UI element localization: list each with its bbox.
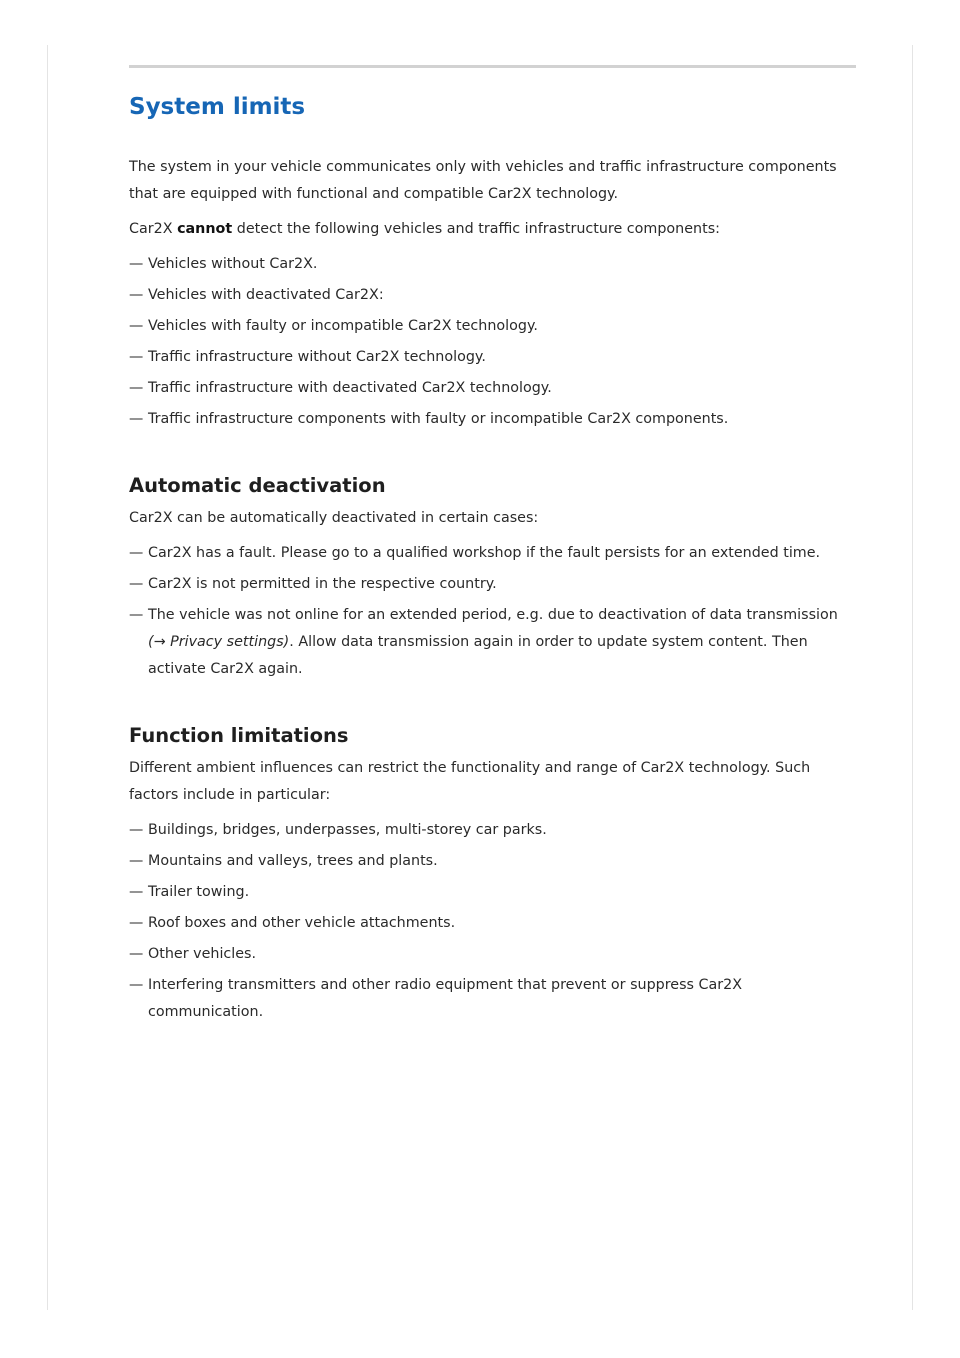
header-rule [129,65,856,68]
list-item: — Vehicles with faulty or incompatible Car2X technology. [129,318,538,334]
section-title-system-limits: System limits [129,94,306,120]
system-limits-list [129,251,859,433]
list-item: — Car2X has a fault. Please go to a qualified workshop if the fault persists for an extended time. [129,545,821,561]
list-item: — Traffic infrastructure components with faulty or incompatible Car2X components. [129,411,729,427]
list-item: — The vehicle was not online for an extended period, e.g. due to deactivation of data transmission (→ Privacy settings). Allow data transmission again in order to update system content. Then activate Car2X again. [129,607,838,677]
right-margin-line [912,45,913,1310]
left-margin-line [47,45,48,1310]
list-item: — Vehicles without Car2X. [129,256,318,272]
list-item: — Mountains and valleys, trees and plants. [129,853,438,869]
function-limitations-list [129,817,859,1026]
list-item: — Trailer towing. [129,884,250,900]
list-item: — Vehicles with deactivated Car2X: [129,287,384,303]
cannot-detect-sentence: Car2X cannot detect the following vehicles and traffic infrastructure components: [129,221,720,237]
section-title-automatic-deactivation: Automatic deactivation [129,474,386,497]
document-content [129,92,859,1030]
function-limitations-intro: Different ambient influences can restrict the functionality and range of Car2X technology. Such factors include in particular: [129,760,811,803]
automatic-deactivation-intro: Car2X can be automatically deactivated in certain cases: [129,510,539,526]
cannot-emphasis: cannot [177,221,233,237]
list-item: — Interfering transmitters and other radio equipment that prevent or suppress Car2X communication. [129,977,743,1020]
list-item: — Traffic infrastructure without Car2X technology. [129,349,486,365]
list-item: — Other vehicles. [129,946,257,962]
list-item: — Car2X is not permitted in the respective country. [129,576,497,592]
list-item: — Roof boxes and other vehicle attachments. [129,915,456,931]
system-limits-intro: The system in your vehicle communicates only with vehicles and traffic infrastructure components that are equipped with functional and compatible Car2X technology. [129,159,837,202]
list-item: — Traffic infrastructure with deactivated Car2X technology. [129,380,552,396]
automatic-deactivation-list [129,540,859,683]
list-item: — Buildings, bridges, underpasses, multi-storey car parks. [129,822,547,838]
section-title-function-limitations: Function limitations [129,724,349,747]
privacy-settings-link[interactable]: (→ Privacy settings) [148,634,290,650]
